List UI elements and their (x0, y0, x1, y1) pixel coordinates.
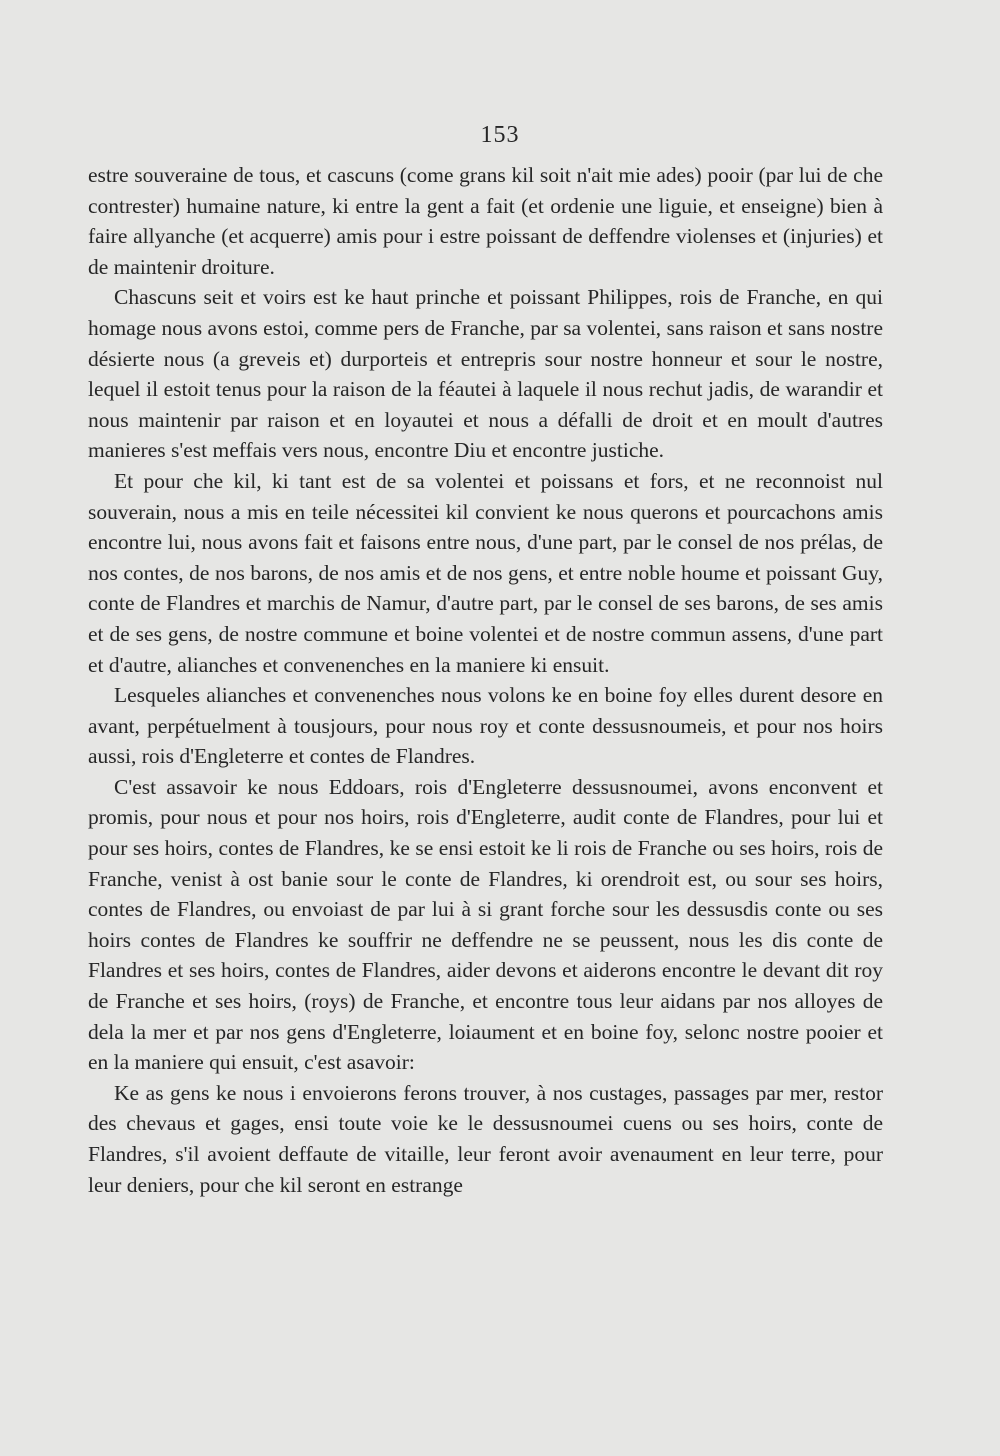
page-number: 153 (480, 122, 520, 148)
body-text (88, 160, 883, 1200)
paragraph-5: C'est assavoir ke nous Eddoars, rois d'Engleterre dessusnoumei, avons enconvent et promis, pour nous et pour nos hoirs, rois d'Engleterre, audit conte de Flandres, pour lui et pour ses hoirs, contes de Flandres, ke se ensi estoit ke li rois de Franche ou ses hoirs, rois de Franche, venist à ost banie sour le conte de Flandres, ki orendroit est, ou sour ses hoirs, contes de Flandres, ou envoiast de par lui à si grant forche sour les dessusdis conte ou ses hoirs contes de Flandres ke souffrir ne deffendre ne se peussent, nous les dis conte de Flandres et ses hoirs, contes de Flandres, aider devons et aiderons encontre le devant dit roy de Franche et ses hoirs, (roys) de Franche, et encontre tous leur aidans par nos alloyes de dela la mer et par nos gens d'Engleterre, loiaument et en boine foy, selonc nostre pooier et en la maniere qui ensuit, c'est asavoir: (88, 774, 883, 1075)
paragraph-2: Chascuns seit et voirs est ke haut prinche et poissant Philippes, rois de Franche, en qui homage nous avons estoi, comme pers de Franche, par sa volentei, sans raison et sans nostre désierte nous (a greveis et) durporteis et entrepris sour nostre honneur et sour le nostre, lequel il estoit tenus pour la raison de la féautei à laquele il nous rechut jadis, de warandir et nous maintenir par raison et en loyautei et nous a défalli de droit et en moult d'autres manieres s'est meffais vers nous, encontre Diu et encontre justiche. (88, 285, 883, 463)
paragraph-1: estre souveraine de tous, et cascuns (come grans kil soit n'ait mie ades) pooir (par lui de che contrester) humaine nature, ki entre la gent a fait (et ordenie une liguie, et enseigne) bien à faire allyanche (et acquerre) amis pour i estre poissant de deffendre violenses et (injuries) et de maintenir droiture. (88, 163, 883, 279)
paragraph-6: Ke as gens ke nous i envoierons ferons trouver, à nos custages, passages par mer, restor des chevaus et gages, ensi toute voie ke le dessusnoumei cuens ou ses hoirs, conte de Flandres, s'il avoient deffaute de vitaille, leur feront avoir avenaument en leur terre, pour leur deniers, pour che kil seront en estrange (88, 1080, 883, 1197)
paragraph-3: Et pour che kil, ki tant est de sa volentei et poissans et fors, et ne reconnoist nul souverain, nous a mis en teile nécessitei kil convient ke nous querons et pourcachons amis encontre lui, nous avons fait et faisons entre nous, d'une part, par le consel de nos prélas, de nos contes, de nos barons, de nos amis et de nos gens, et entre noble houme et poissant Guy, conte de Flandres et marchis de Namur, d'autre part, par le consel de ses barons, de ses amis et de ses gens, de nostre commune et boine volentei et de nostre commun assens, d'une part et d'autre, alianches et convenenches en la maniere ki ensuit. (88, 468, 883, 677)
paragraph-4: Lesqueles alianches et convenenches nous volons ke en boine foy elles durent desore en avant, perpétuelment à tousjours, pour nous roy et conte dessusnoumeis, et pour nos hoirs aussi, rois d'Engleterre et contes de Flandres. (88, 683, 883, 769)
